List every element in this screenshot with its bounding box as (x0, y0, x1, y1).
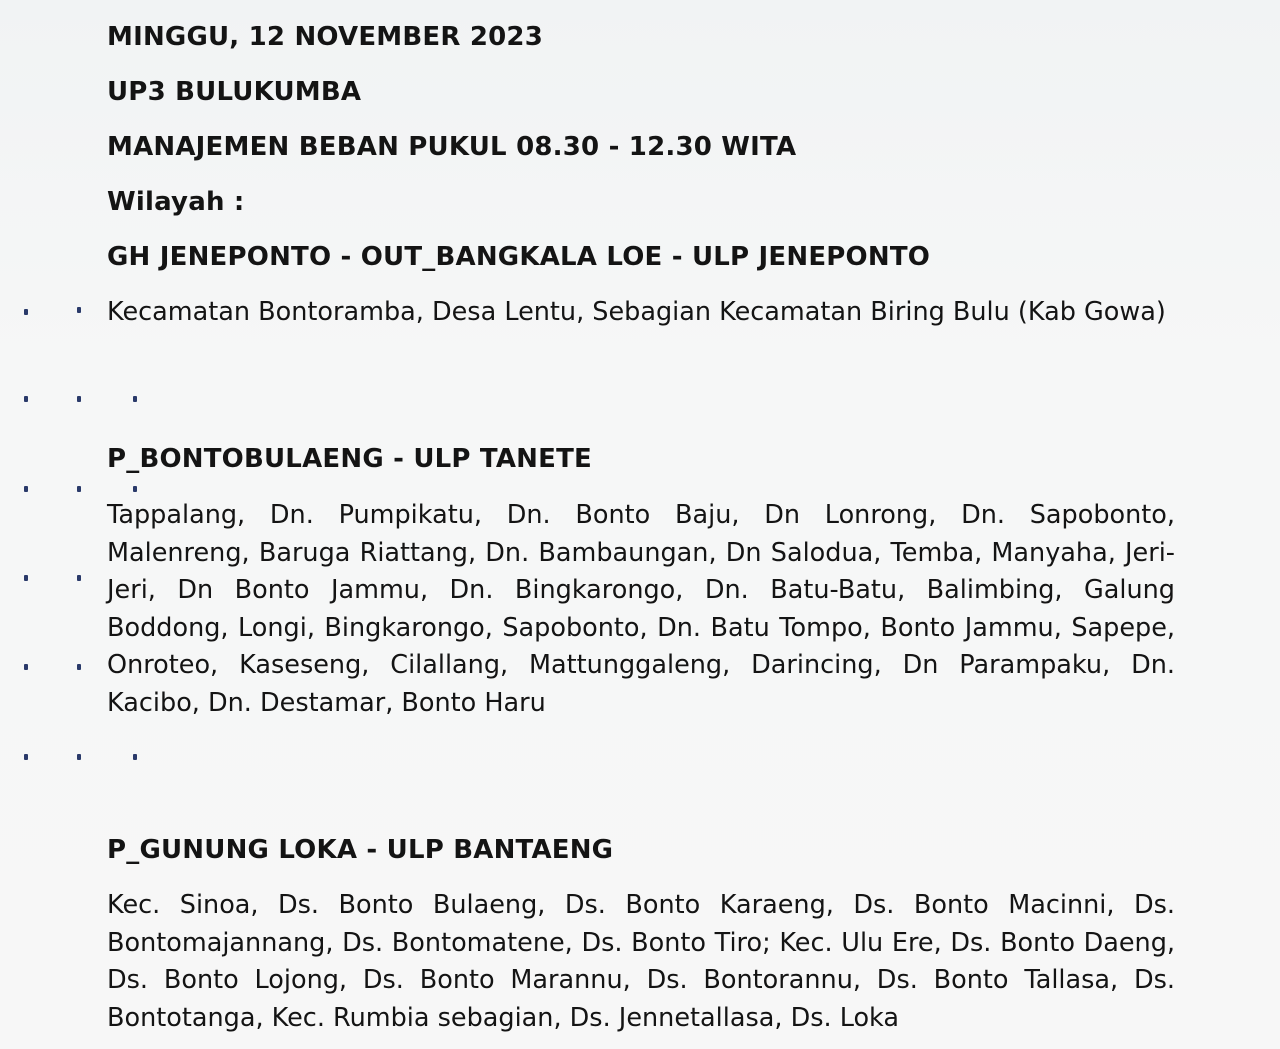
date-heading: MINGGU, 12 NOVEMBER 2023 (107, 22, 543, 52)
bullet-mark (24, 664, 28, 670)
bullet-mark (24, 486, 28, 492)
bullet-mark (133, 486, 137, 492)
bullet-mark (24, 309, 28, 315)
region-label: Wilayah : (107, 187, 245, 217)
bullet-mark (77, 664, 81, 670)
bullet-mark (77, 396, 81, 402)
bullet-mark (133, 396, 137, 402)
bullet-mark (24, 575, 28, 581)
bullet-mark (77, 307, 81, 313)
section-title-bantaeng: P_GUNUNG LOKA - ULP BANTAENG (107, 835, 614, 865)
unit-heading: UP3 BULUKUMBA (107, 77, 362, 107)
section-areas-tanete: Tappalang, Dn. Pumpikatu, Dn. Bonto Baju, Dn Lonrong, Dn. Sapobonto, Malenreng, Baruga Riattang, Dn. Bambaungan, Dn Salodua, Temba, Manyaha, Jeri-Jeri, Dn Bonto Jammu, Dn. Bingkarongo, Dn. Batu-Batu, Balimbing, Galung Boddong, Longi, Bingkarongo, Sapobonto, Dn. Batu Tompo, Bonto Jammu, Sapepe, Onroteo, Kaseseng, Cilallang, Mattunggaleng, Darincing, Dn Parampaku, Dn. Kacibo, Dn. Destamar, Bonto Haru (107, 500, 1175, 718)
section-title-jeneponto: GH JENEPONTO - OUT_BANGKALA LOE - ULP JENEPONTO (107, 242, 931, 272)
section-title-tanete: P_BONTOBULAENG - ULP TANETE (107, 444, 592, 474)
bullet-mark (77, 575, 81, 581)
bullet-mark (77, 486, 81, 492)
section-areas-bantaeng: Kec. Sinoa, Ds. Bonto Bulaeng, Ds. Bonto Karaeng, Ds. Bonto Macinni, Ds. Bontomajannang, Ds. Bontomatene, Ds. Bonto Tiro; Kec. Ulu Ere, Ds. Bonto Daeng, Ds. Bonto Lojong, Ds. Bonto Marannu, Ds. Bontorannu, Ds. Bonto Tallasa, Ds. Bontotanga, Kec. Rumbia sebagian, Ds. Jennetallasa, Ds. Loka (107, 890, 1175, 1033)
bullet-mark (24, 396, 28, 402)
section-areas-jeneponto: Kecamatan Bontoramba, Desa Lentu, Sebagian Kecamatan Biring Bulu (Kab Gowa) (107, 297, 1166, 327)
bullet-mark (77, 754, 81, 760)
schedule-heading: MANAJEMEN BEBAN PUKUL 08.30 - 12.30 WITA (107, 132, 797, 162)
bullet-mark (133, 754, 137, 760)
bullet-mark (24, 754, 28, 760)
